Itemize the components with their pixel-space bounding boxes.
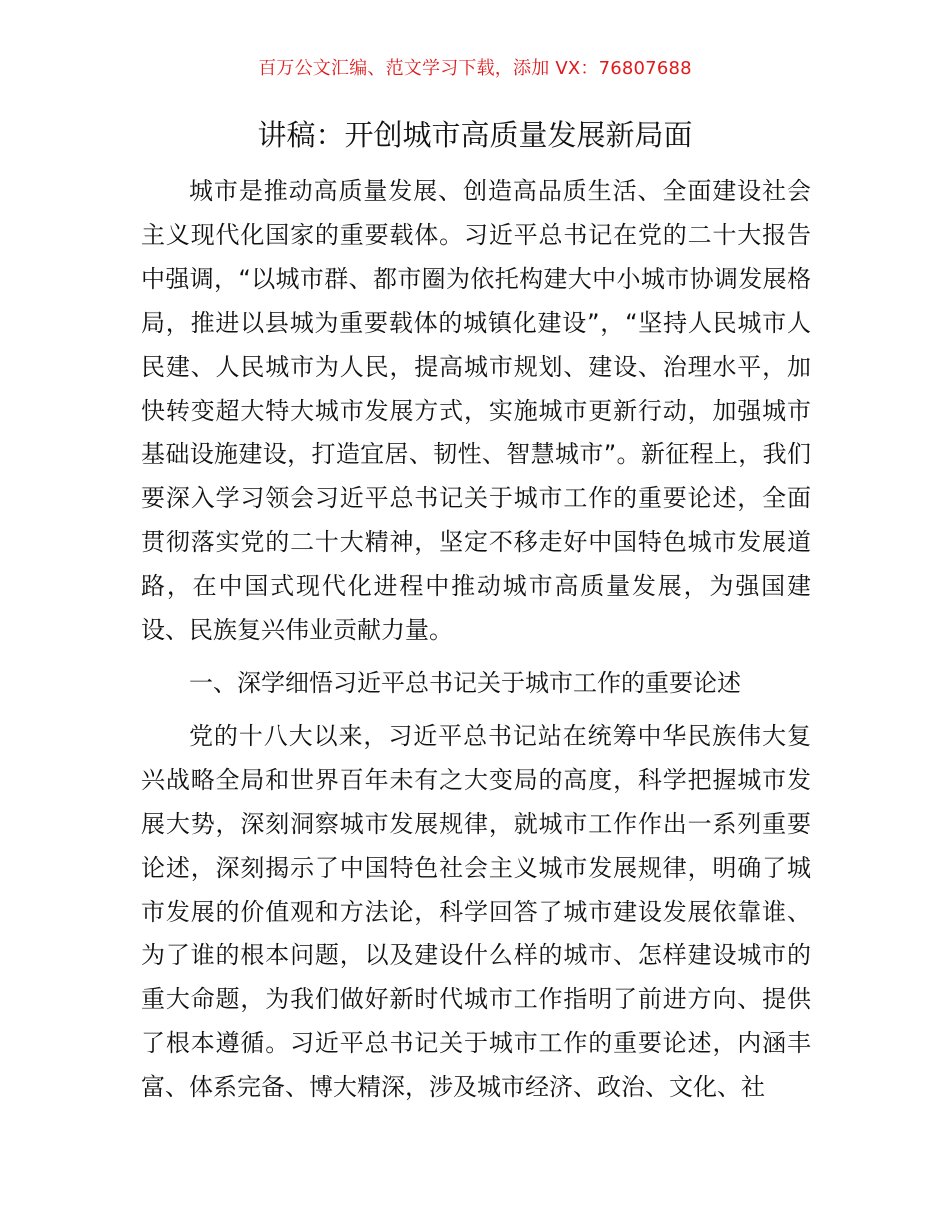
body-paragraph-intro: 城市是推动高质量发展、创造高品质生活、全面建设社会主义现代化国家的重要载体。习近平总书记在党的二十大报告中强调，“以城市群、都市圈为依托构建大中小城市协调发展格局，推进以县城为重要载体的城镇化建设”，“坚持人民城市人民建、人民城市为人民，提高城市规划、建设、治理水平，加快转变超大特大城市发展方式，实施城市更新行动，加强城市基础设施建设，打造宜居、韧性、智慧城市”。新征程上，我们要深入学习领会习近平总书记关于城市工作的重要论述，全面贯彻落实党的二十大精神，坚定不移走好中国特色城市发展道路，在中国式现代化进程中推动城市高质量发展，为强国建设、民族复兴伟业贡献力量。 — [141, 177, 811, 645]
header-promo-note: 百万公文汇编、范文学习下载，添加 VX：76807688 — [258, 58, 692, 79]
section-heading-1: 一、深学细悟习近平总书记关于城市工作的重要论述 — [189, 668, 741, 697]
document-body — [141, 170, 811, 1110]
document-title: 讲稿：开创城市高质量发展新局面 — [257, 118, 693, 152]
body-paragraph-section-1: 党的十八大以来，习近平总书记站在统筹中华民族伟大复兴战略全局和世界百年未有之大变局的高度，科学把握城市发展大势，深刻洞察城市发展规律，就城市工作作出一系列重要论述，深刻揭示了中国特色社会主义城市发展规律，明确了城市发展的价值观和方法论，科学回答了城市建设发展依靠谁、为了谁的根本问题，以及建设什么样的城市、怎样建设城市的重大命题，为我们做好新时代城市工作指明了前进方向、提供了根本遵循。习近平总书记关于城市工作的重要论述，内涵丰富、体系完备、博大精深，涉及城市经济、政治、文化、社 — [141, 721, 811, 1102]
